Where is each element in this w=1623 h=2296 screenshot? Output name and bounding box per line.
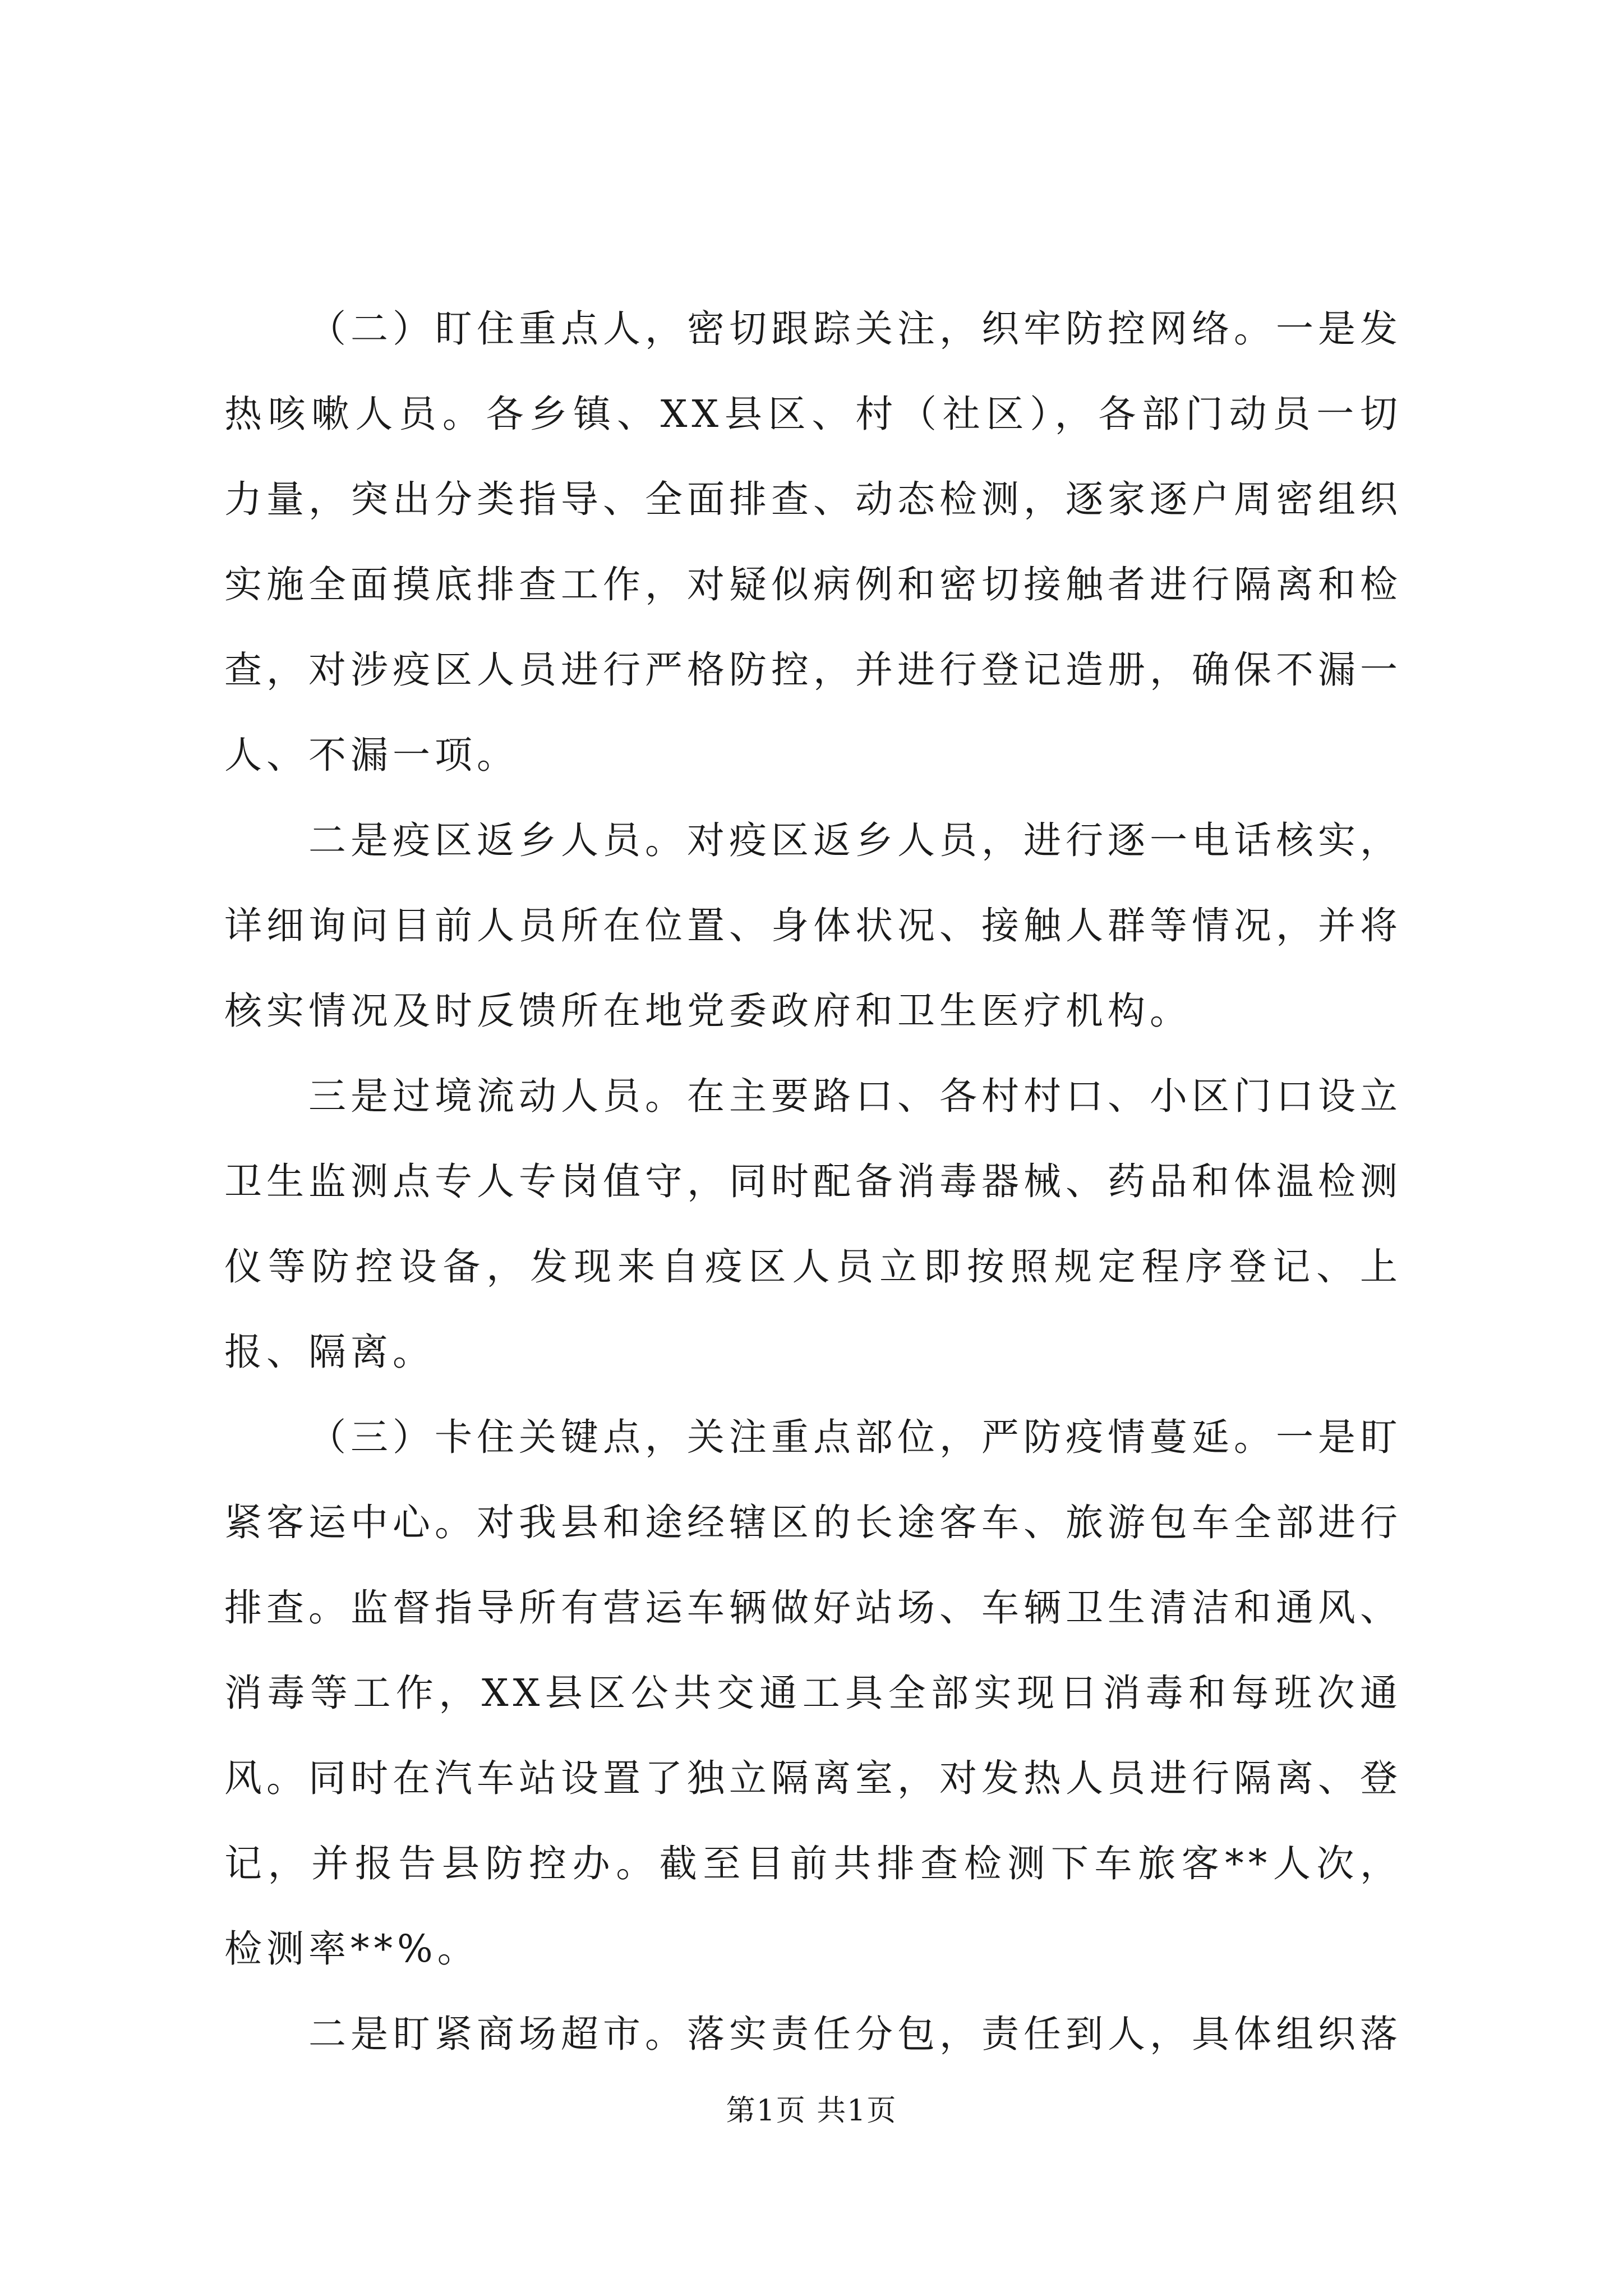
paragraph-key-persons: （二）盯住重点人，密切跟踪关注，织牢防控网络。一是发热咳嗽人员。各乡镇、XX县区、村（社区），各部门动员一切力量，突出分类指导、全面排查、动态检测，逐家逐户周密组织实施全面摸底排查工作，对疑似病例和密切接触者进行隔离和检查，对涉疫区人员进行严格防控，并进行登记造册，确保不漏一人、不漏一项。 xyxy=(224,307,1402,777)
paragraph-key-points: （三）卡住关键点，关注重点部位，严防疫情蔓延。一是盯紧客运中心。对我县和途经辖区的长途客车、旅游包车全部进行排查。监督指导所有营运车辆做好站场、车辆卫生清洁和通风、消毒等工作，XX县区公共交通工具全部实现日消毒和每班次通风。同时在汽车站设置了独立隔离室，对发热人员进行隔离、登记，并报告县防控办。截至目前共排查检测下车旅客**人次，检测率**%。 xyxy=(224,1415,1402,1971)
paragraph-supermarkets: 二是盯紧商场超市。落实责任分包，责任到人，具体组织落 xyxy=(308,2012,1402,2056)
paragraph-transit-persons: 三是过境流动人员。在主要路口、各村村口、小区门口设立卫生监测点专人专岗值守，同时配备消毒器械、药品和体温检测仪等防控设备，发现来自疫区人员立即按照规定程序登记、上报、隔离。 xyxy=(224,1074,1402,1374)
paragraph-returnees: 二是疫区返乡人员。对疫区返乡人员，进行逐一电话核实，详细询问目前人员所在位置、身体状况、接触人群等情况，并将核实情况及时反馈所在地党委政府和卫生医疗机构。 xyxy=(224,818,1402,1033)
page-footer: 第1页 共1页 xyxy=(726,2094,897,2128)
document-body xyxy=(224,286,1402,2077)
